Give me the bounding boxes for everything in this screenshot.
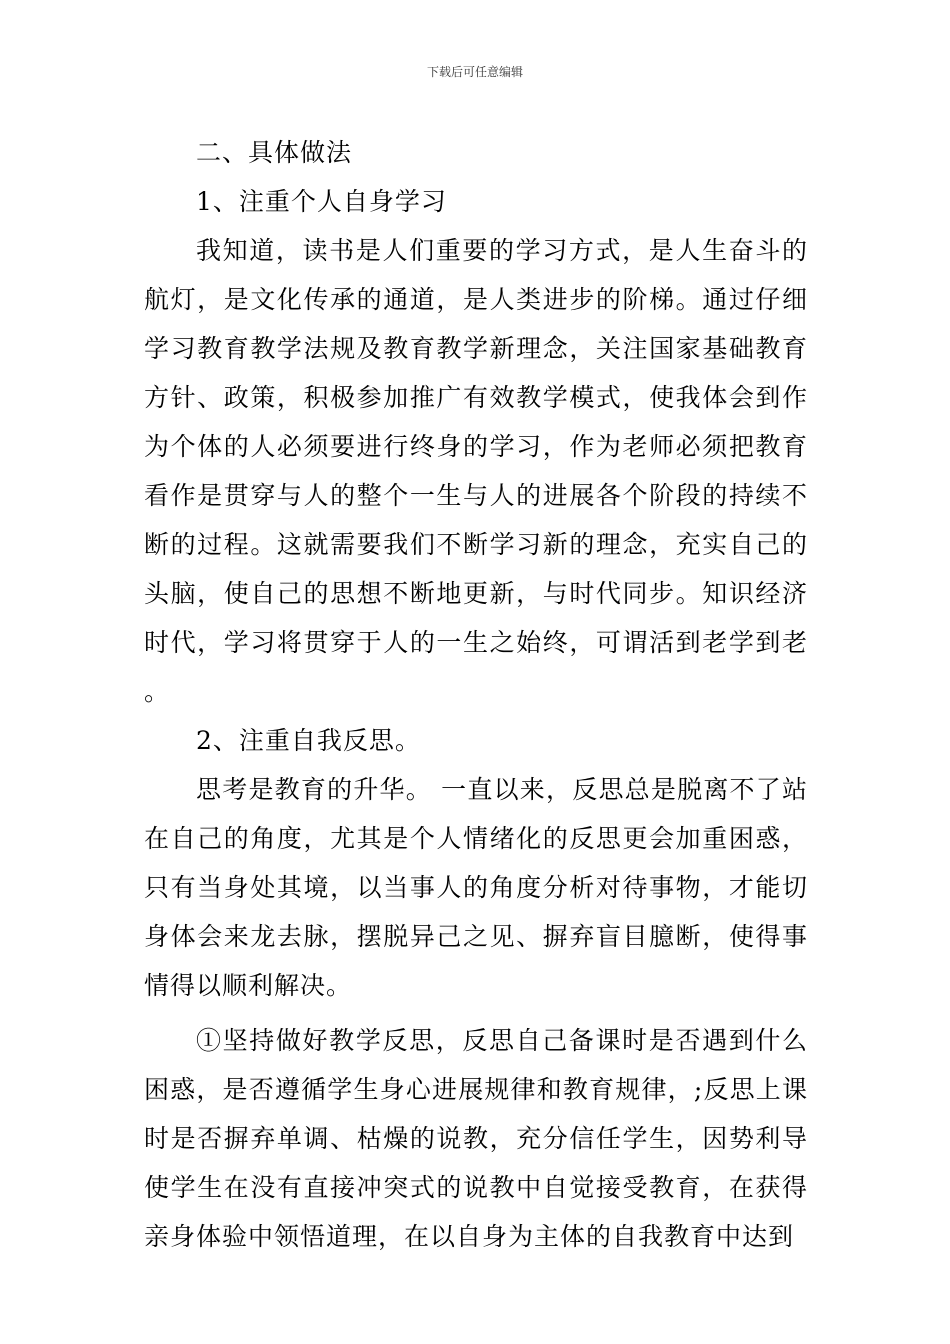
document-body (144, 128, 808, 1261)
section-heading: 二、具体做法 (196, 138, 353, 167)
paragraph-teaching-reflection: ①坚持做好教学反思，反思自己备课时是否遇到什么困惑，是否遵循学生身心进展规律和教育规律，;反思上课时是否摒弃单调、枯燥的说教，充分信任学生，因势利导使学生在没有直接冲突式的说教中自觉接受教育，在获得亲身体验中领悟道理，在以自身为主体的自我教育中达到 (144, 1026, 808, 1251)
paragraph-reflection: 思考是教育的升华。 一直以来，反思总是脱离不了站在自己的角度，尤其是个人情绪化的反思更会加重困惑，只有当身处其境，以当事人的角度分析对待事物，才能切身体会来龙去脉，摆脱异己之见、摒弃盲目臆断，使得事情得以顺利解决。 (144, 775, 808, 1000)
page-header: 下载后可任意编辑 (426, 65, 523, 79)
subsection-heading-2: 2、注重自我反思。 (196, 726, 421, 755)
paragraph-learning: 我知道，读书是人们重要的学习方式，是人生奋斗的航灯，是文化传承的通道，是人类进步的阶梯。通过仔细学习教育教学法规及教育教学新理念，关注国家基础教育方针、政策，积极参加推广有效教学模式，使我体会到作为个体的人必须要进行终身的学习，作为老师必须把教育看作是贯穿与人的整个一生与人的进展各个阶段的持续不断的过程。这就需要我们不断学习新的理念，充实自己的头脑，使自己的思想不断地更新，与时代同步。知识经济时代，学习将贯穿于人的一生之始终，可谓活到老学到老 。 (144, 236, 808, 706)
subsection-heading-1: 1、注重个人自身学习 (196, 187, 447, 216)
